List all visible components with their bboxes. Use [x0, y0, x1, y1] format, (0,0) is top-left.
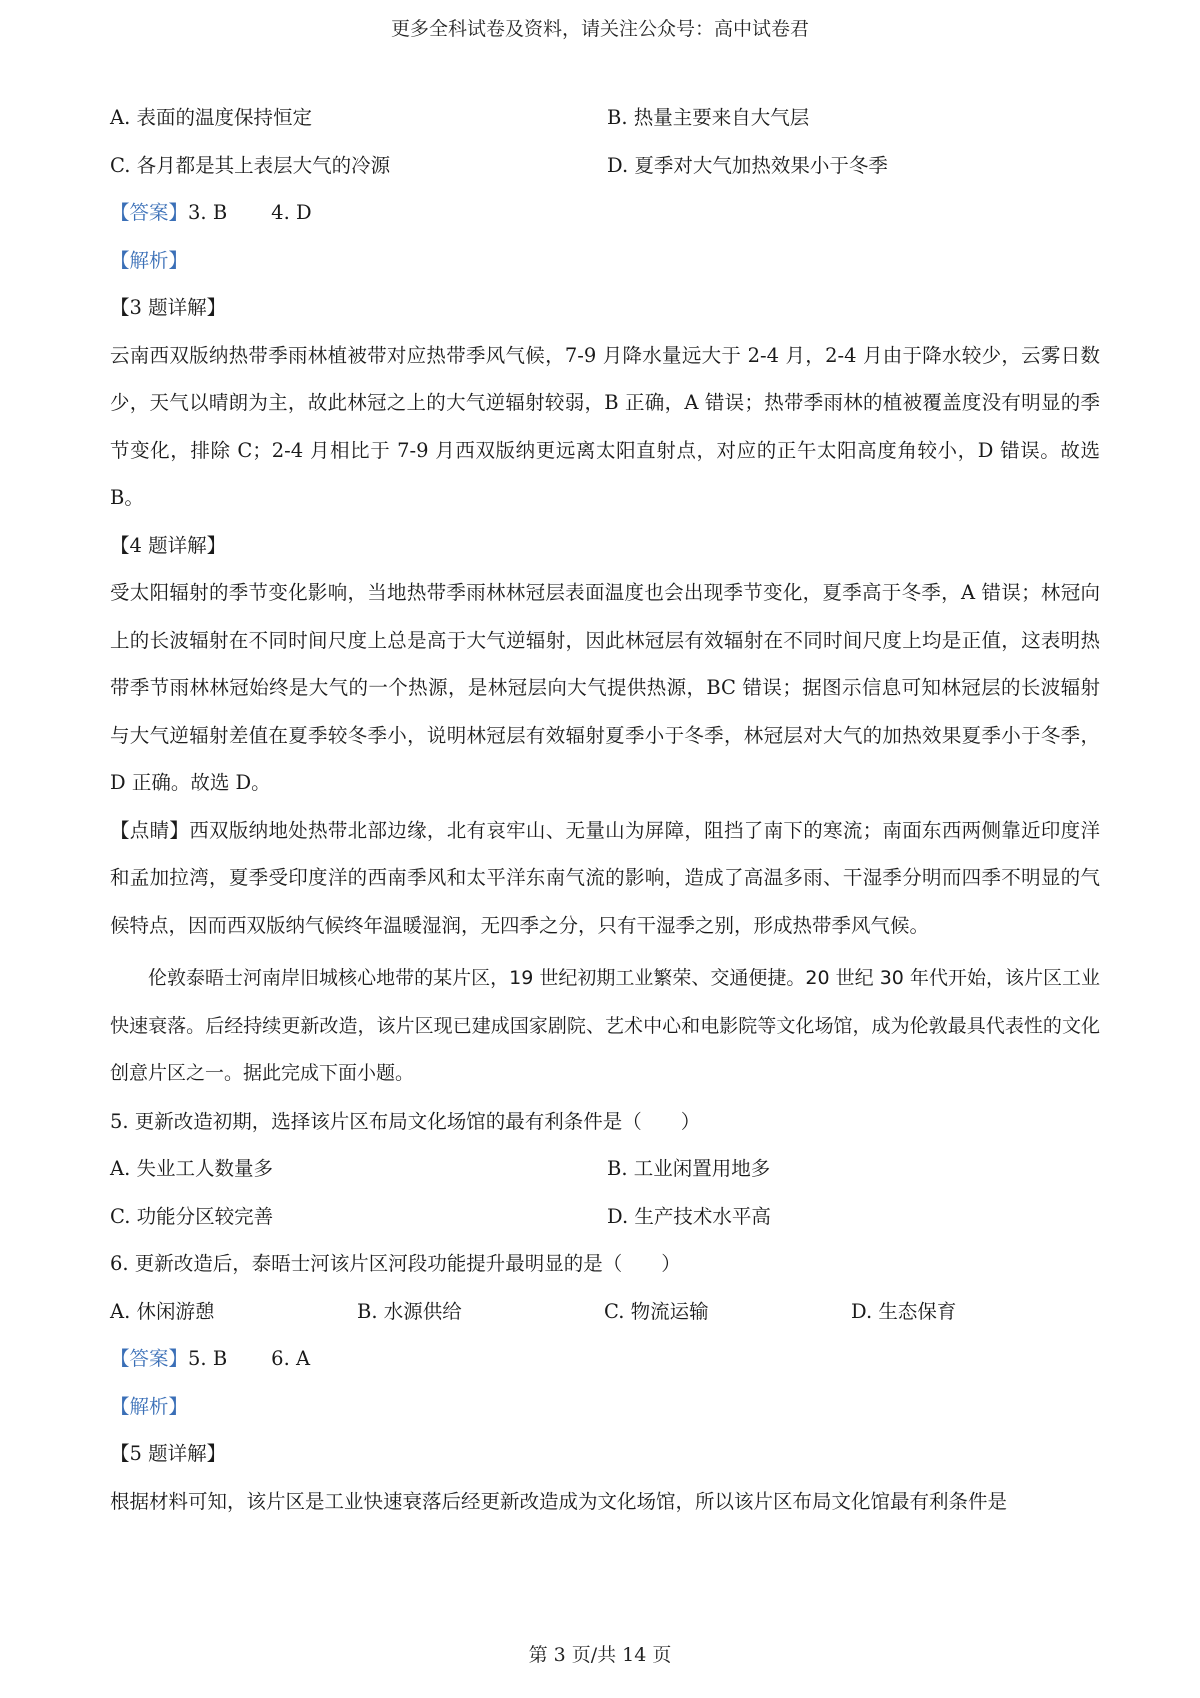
q4-option-d: D. 夏季对大气加热效果小于冬季 [607, 153, 888, 177]
analysis-tag: 【解析】 [110, 248, 189, 272]
q5-option-d: D. 生产技术水平高 [607, 1204, 771, 1228]
q6-option-c: C. 物流运输 [604, 1299, 709, 1323]
answer-3: 3. B [188, 201, 228, 224]
q5-options-row-1 [110, 1145, 1100, 1193]
q4-option-a: A. 表面的温度保持恒定 [110, 106, 312, 129]
q5-option-b: B. 工业闲置用地多 [607, 1157, 771, 1180]
q6-option-d: D. 生态保育 [851, 1299, 957, 1323]
answer-3-4 [110, 189, 1100, 237]
q4-option-c: C. 各月都是其上表层大气的冷源 [110, 153, 391, 177]
q4-options-row-2 [110, 142, 1100, 190]
dianjing-title: 【点睛】 [110, 818, 190, 842]
answer-6: 6. A [271, 1347, 311, 1370]
analysis-tag-2: 【解析】 [110, 1394, 189, 1418]
q5-option-c: C. 功能分区较完善 [110, 1204, 274, 1228]
q4-option-b: B. 热量主要来自大气层 [607, 106, 810, 129]
detail-4-text: 受太阳辐射的季节变化影响，当地热带季雨林林冠层表面温度也会出现季节变化，夏季高于冬季，A 错误；林冠向上的长波辐射在不同时间尺度上总是高于大气逆辐射，因此林冠层有效辐射在不同时间尺度上均是正值，这表明热带季节雨林林冠始终是大气的一个热源，是林冠层向大气提供热源，BC 错误；据图示信息可知林冠层的长波辐射与大气逆辐射差值在夏季较冬季小，说明林冠层有效辐射夏季小于冬季，林冠层对大气的加热效果夏季小于冬季，D 正确。故选 D。 [110, 581, 1100, 794]
q6-option-a: A. 休闲游憩 [110, 1299, 215, 1323]
answer-4: 4. D [271, 201, 312, 224]
header-notice: 更多全科试卷及资料，请关注公众号：高中试卷君 [390, 18, 809, 40]
q6-option-b: B. 水源供给 [357, 1299, 462, 1323]
q5-option-a: A. 失业工人数量多 [110, 1157, 273, 1180]
detail-5-title: 【5 题详解】 [110, 1442, 227, 1465]
answer-5-6 [110, 1335, 1100, 1383]
dianjing-text: 西双版纳地处热带北部边缘，北有哀牢山、无量山为屏障，阻挡了南下的寒流；南面东西两侧靠近印度洋和孟加拉湾，夏季受印度洋的西南季风和太平洋东南气流的影响，造成了高温多雨、干湿季分明而四季不明显的气候特点，因而西双版纳气候终年温暖湿润，无四季之分，只有干湿季之别，形成热带季风气候。 [110, 818, 1100, 937]
q5-options-row-2 [110, 1193, 1100, 1241]
detail-3-text: 云南西双版纳热带季雨林植被带对应热带季风气候，7-9 月降水量远大于 2-4 月，2-4 月由于降水较少，云雾日数少，天气以晴朗为主，故此林冠之上的大气逆辐射较弱，B 正确，A 错误；热带季雨林的植被覆盖度没有明显的季节变化，排除 C；2-4 月相比于 7-9 月西双版纳更远离太阳直射点，对应的正午太阳高度角较小，D 错误。故选 B。 [110, 343, 1100, 509]
q4-options-row-1 [110, 94, 1100, 142]
detail-5-text: 根据材料可知，该片区是工业快速衰落后经更新改造成为文化场馆，所以该片区布局文化馆最有利条件是 [110, 1489, 1008, 1513]
material-passage: 伦敦泰晤士河南岸旧城核心地带的某片区，19 世纪初期工业繁荣、交通便捷。20 世纪 30 年代开始，该片区工业快速衰落。后经持续更新改造，该片区现已建成国家剧院、艺术中心和电影院等文化场馆，成为伦敦最具代表性的文化创意片区之一。据此完成下面小题。 [110, 967, 1100, 1084]
detail-4-title: 【4 题详解】 [110, 533, 227, 557]
answer-5: 5. B [188, 1347, 228, 1370]
answer-tag-2: 【答案】 [110, 1347, 189, 1370]
answer-tag: 【答案】 [110, 201, 189, 224]
q6-stem: 6. 更新改造后，泰晤士河该片区河段功能提升最明显的是（ ） [110, 1252, 681, 1275]
page-content [110, 94, 1100, 1525]
detail-3-title: 【3 题详解】 [110, 296, 227, 319]
q5-stem: 5. 更新改造初期，选择该片区布局文化场馆的最有利条件是（ ） [110, 1109, 701, 1133]
q6-options-row [110, 1288, 1100, 1336]
dianjing-block [110, 807, 1100, 950]
page-number: 第 3 页/共 14 页 [528, 1644, 672, 1666]
